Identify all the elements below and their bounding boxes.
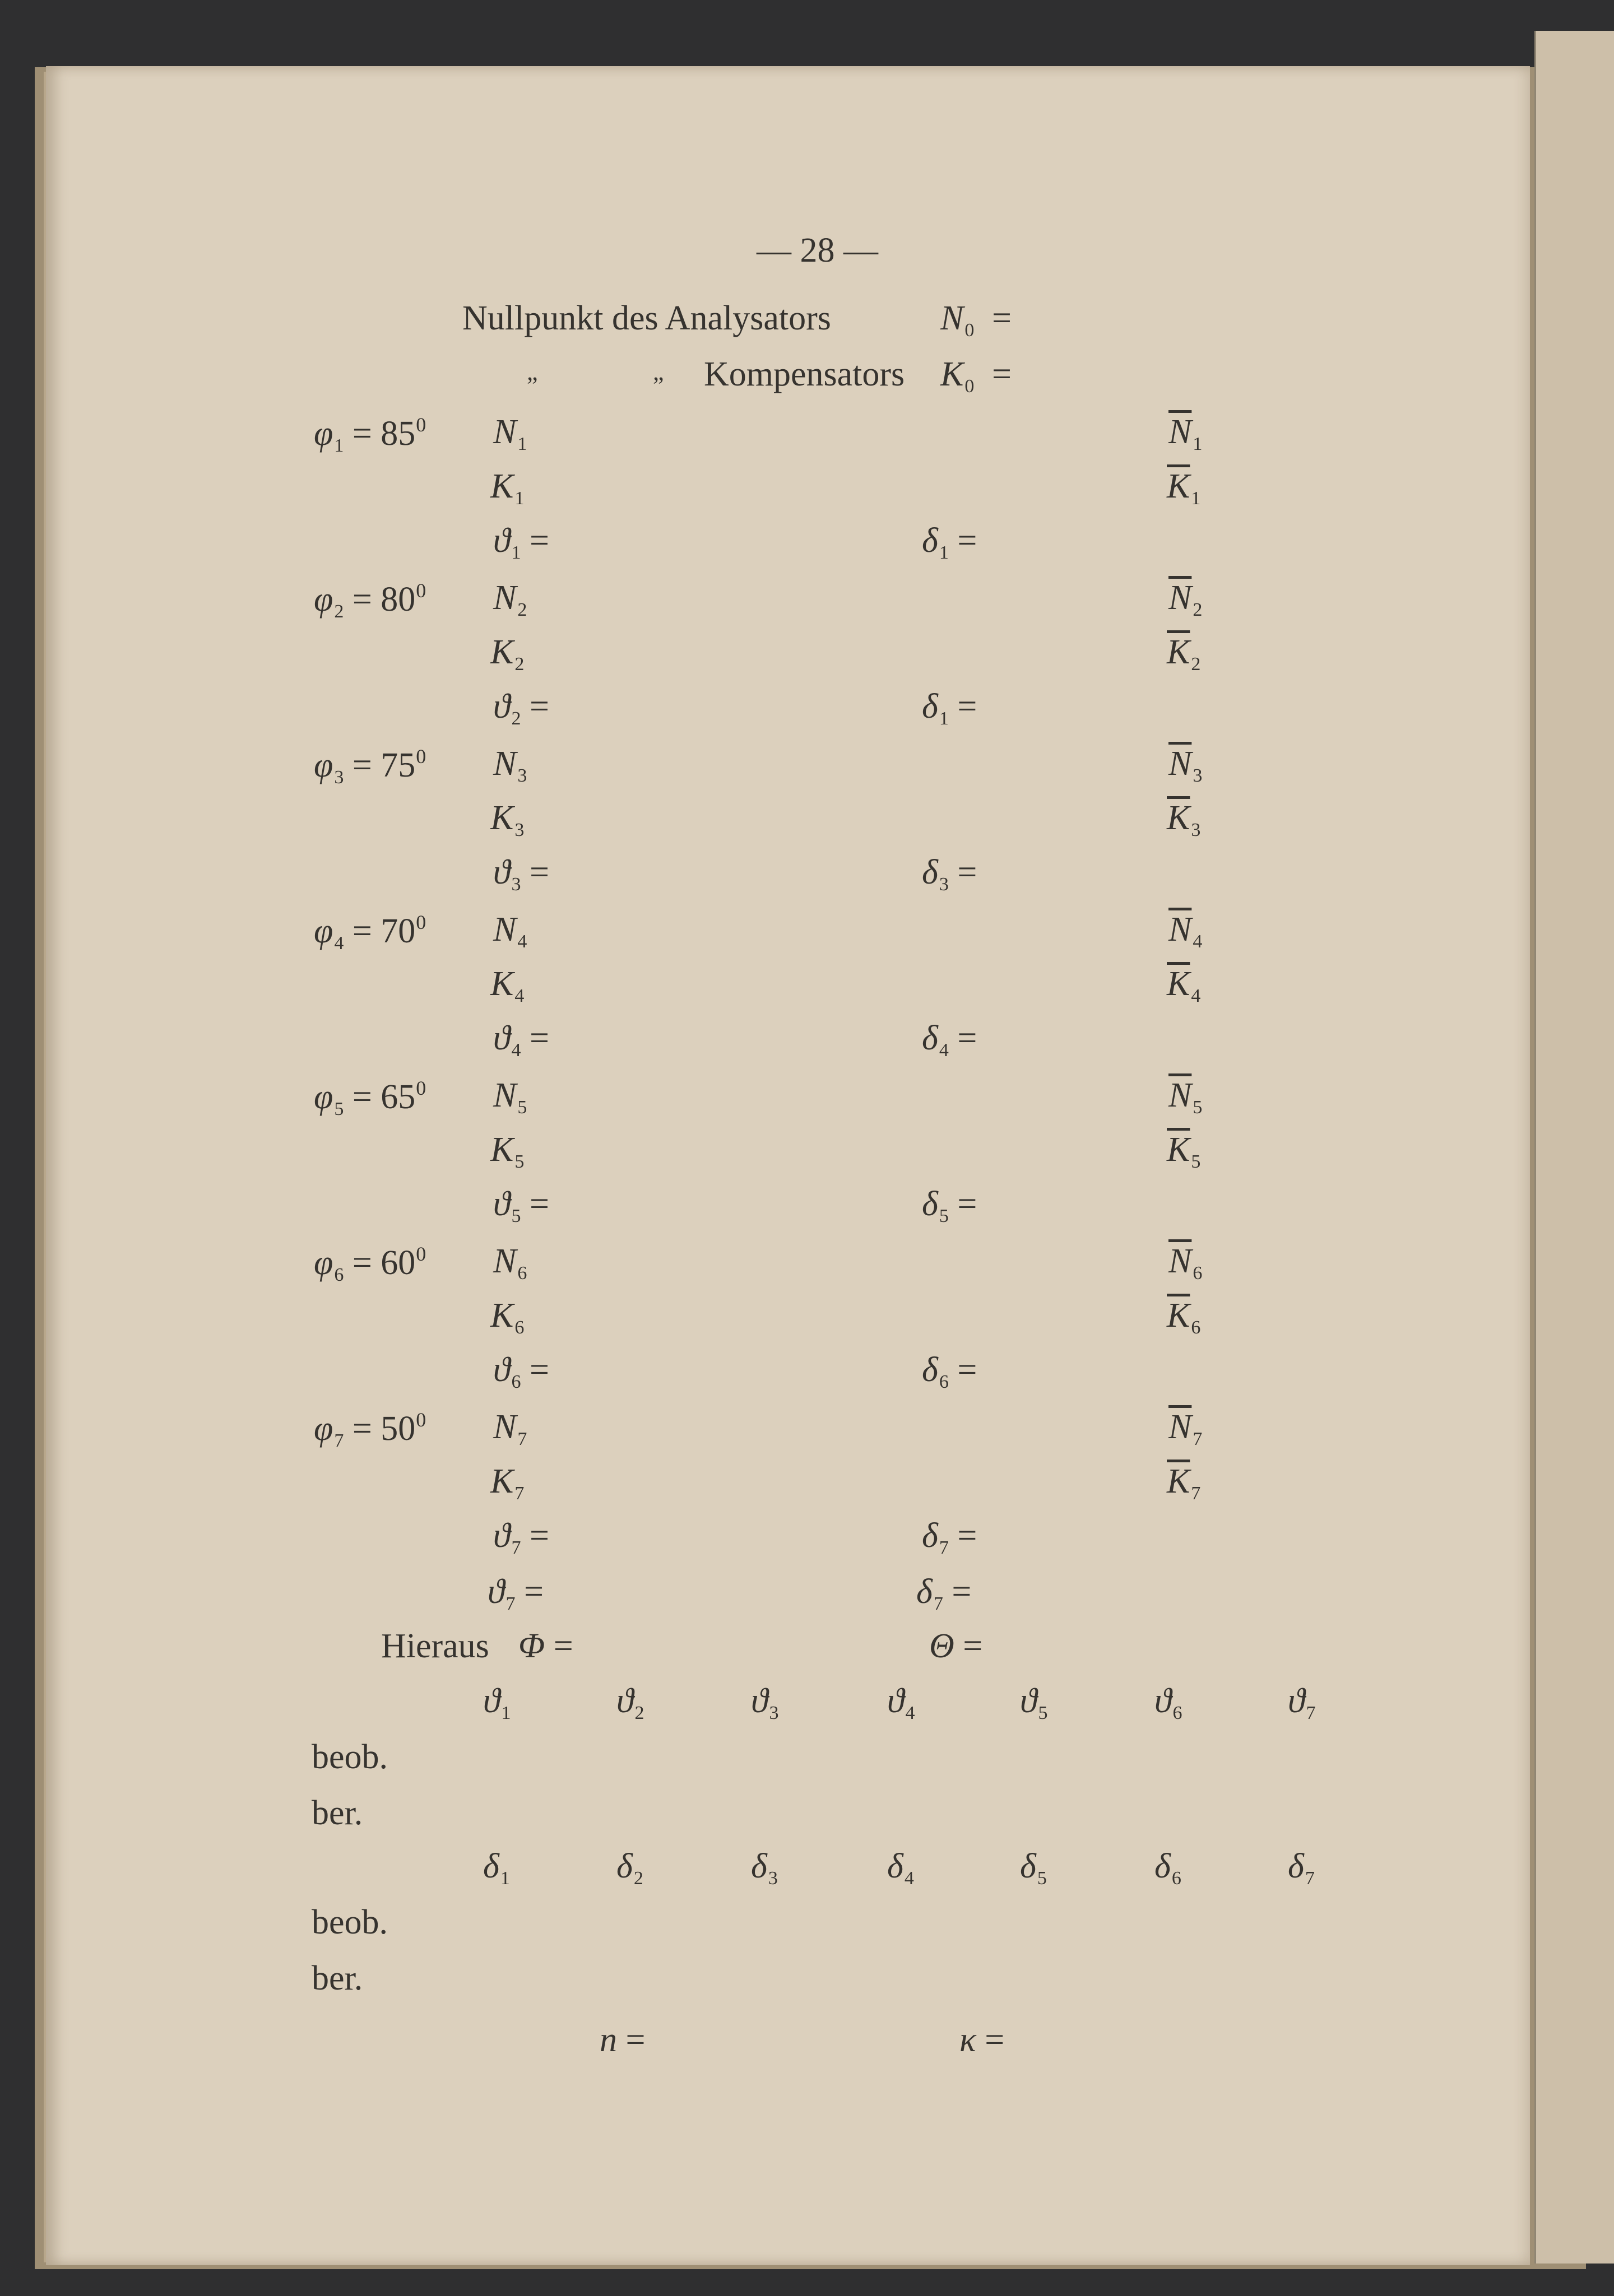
- hieraus-label: Hieraus: [381, 1627, 489, 1665]
- n-reading-label: $N_2$: [493, 579, 527, 620]
- delta-extra-label: $\delta_7$ =: [916, 1573, 972, 1614]
- k-reading-label: $K_6$: [490, 1296, 525, 1338]
- n-reading-label: $N_5$: [493, 1076, 527, 1118]
- delta-value-label: $\delta_6$ =: [922, 1351, 977, 1392]
- n-bar-reading-label: $\overline{N}_1$: [1168, 413, 1203, 454]
- theta-value-label: $ϑ_7$ =: [493, 1517, 549, 1558]
- header-n0-equals: =: [992, 299, 1012, 337]
- n-reading-label: $N_4$: [493, 910, 527, 952]
- k-reading-label: $K_7$: [490, 1462, 525, 1504]
- k-bar-reading-label: $\overline{K}_6$: [1167, 1296, 1201, 1338]
- n-reading-label: $N_7$: [493, 1408, 527, 1449]
- header-k0-equals: =: [992, 355, 1012, 393]
- header-n0: $N_0$: [940, 299, 975, 341]
- k-reading-label: $K_3$: [490, 799, 525, 840]
- theta-value-label: $ϑ_6$ =: [493, 1351, 549, 1392]
- theta-value-label: $ϑ_3$ =: [493, 853, 549, 895]
- theta-value-label: $ϑ_4$ =: [493, 1019, 549, 1061]
- theta-table-column-header: $ϑ_2$: [616, 1682, 644, 1723]
- delta-table-column-header: $\delta_2$: [616, 1847, 643, 1889]
- theta-result: Θ =: [929, 1627, 983, 1665]
- n-bar-reading-label: $\overline{N}_2$: [1168, 579, 1203, 620]
- k-bar-reading-label: $\overline{K}_1$: [1167, 467, 1201, 509]
- header-analysator-label: Nullpunkt des Analysators: [462, 299, 831, 337]
- k-bar-reading-label: $\overline{K}_2$: [1167, 633, 1201, 675]
- phi-angle: $\varphi_5 = 65^0$: [314, 1077, 426, 1119]
- theta-table-row-label: ber.: [312, 1794, 363, 1832]
- k-reading-label: $K_1$: [490, 467, 525, 509]
- theta-table-column-header: $ϑ_6$: [1154, 1682, 1182, 1723]
- theta-table-column-header: $ϑ_3$: [751, 1682, 779, 1723]
- phi-angle: $\varphi_6 = 60^0$: [314, 1243, 426, 1285]
- theta-value-label: $ϑ_1$ =: [493, 522, 549, 563]
- theta-table-column-header: $ϑ_7$: [1288, 1682, 1316, 1723]
- header-k0: $K_0$: [940, 355, 975, 397]
- ditto-mark: „: [653, 358, 664, 385]
- delta-table-column-header: $\delta_1$: [483, 1847, 510, 1889]
- facing-page-edge: [1534, 31, 1614, 2264]
- n-result: n =: [600, 2021, 646, 2059]
- k-bar-reading-label: $\overline{K}_3$: [1167, 799, 1201, 840]
- kappa-result: κ =: [959, 2021, 1005, 2059]
- k-reading-label: $K_5$: [490, 1131, 525, 1172]
- ditto-mark: „: [527, 358, 538, 385]
- theta-extra-label: $ϑ_7$ =: [488, 1573, 544, 1614]
- delta-value-label: $\delta_7$ =: [922, 1517, 977, 1558]
- phi-result: Φ =: [518, 1627, 573, 1665]
- delta-table-row-label: ber.: [312, 1959, 363, 1997]
- k-bar-reading-label: $\overline{K}_7$: [1167, 1462, 1201, 1504]
- theta-table-column-header: $ϑ_1$: [483, 1682, 511, 1723]
- delta-value-label: $\delta_3$ =: [922, 853, 977, 895]
- phi-angle: $\varphi_2 = 80^0$: [314, 579, 426, 622]
- theta-table-row-label: beob.: [312, 1738, 388, 1776]
- delta-table-column-header: $\delta_4$: [887, 1847, 914, 1889]
- n-bar-reading-label: $\overline{N}_4$: [1168, 910, 1203, 952]
- phi-angle: $\varphi_7 = 50^0$: [314, 1409, 426, 1451]
- delta-table-column-header: $\delta_3$: [751, 1847, 778, 1889]
- n-reading-label: $N_1$: [493, 413, 527, 454]
- book-page: [46, 66, 1530, 2265]
- k-bar-reading-label: $\overline{K}_4$: [1167, 965, 1201, 1006]
- n-reading-label: $N_6$: [493, 1242, 527, 1284]
- k-reading-label: $K_2$: [490, 633, 525, 675]
- theta-table-column-header: $ϑ_4$: [887, 1682, 915, 1723]
- n-bar-reading-label: $\overline{N}_5$: [1168, 1076, 1203, 1118]
- delta-value-label: $\delta_4$ =: [922, 1019, 977, 1061]
- n-reading-label: $N_3$: [493, 745, 527, 786]
- page-number: — 28 —: [757, 231, 878, 269]
- delta-value-label: $\delta_1$ =: [922, 522, 977, 563]
- n-bar-reading-label: $\overline{N}_3$: [1168, 745, 1203, 786]
- delta-table-row-label: beob.: [312, 1903, 388, 1941]
- theta-table-column-header: $ϑ_5$: [1020, 1682, 1048, 1723]
- theta-value-label: $ϑ_2$ =: [493, 687, 549, 729]
- k-bar-reading-label: $\overline{K}_5$: [1167, 1131, 1201, 1172]
- delta-table-column-header: $\delta_5$: [1020, 1847, 1047, 1889]
- k-reading-label: $K_4$: [490, 965, 525, 1006]
- phi-angle: $\varphi_1 = 85^0$: [314, 413, 426, 456]
- phi-angle: $\varphi_4 = 70^0$: [314, 911, 426, 954]
- phi-angle: $\varphi_3 = 75^0$: [314, 745, 426, 788]
- delta-value-label: $\delta_1$ =: [922, 687, 977, 729]
- delta-table-column-header: $\delta_6$: [1154, 1847, 1181, 1889]
- theta-value-label: $ϑ_5$ =: [493, 1185, 549, 1226]
- delta-value-label: $\delta_5$ =: [922, 1185, 977, 1226]
- n-bar-reading-label: $\overline{N}_7$: [1168, 1408, 1203, 1449]
- delta-table-column-header: $\delta_7$: [1288, 1847, 1315, 1889]
- header-kompensator-label: Kompensators: [704, 355, 905, 393]
- n-bar-reading-label: $\overline{N}_6$: [1168, 1242, 1203, 1284]
